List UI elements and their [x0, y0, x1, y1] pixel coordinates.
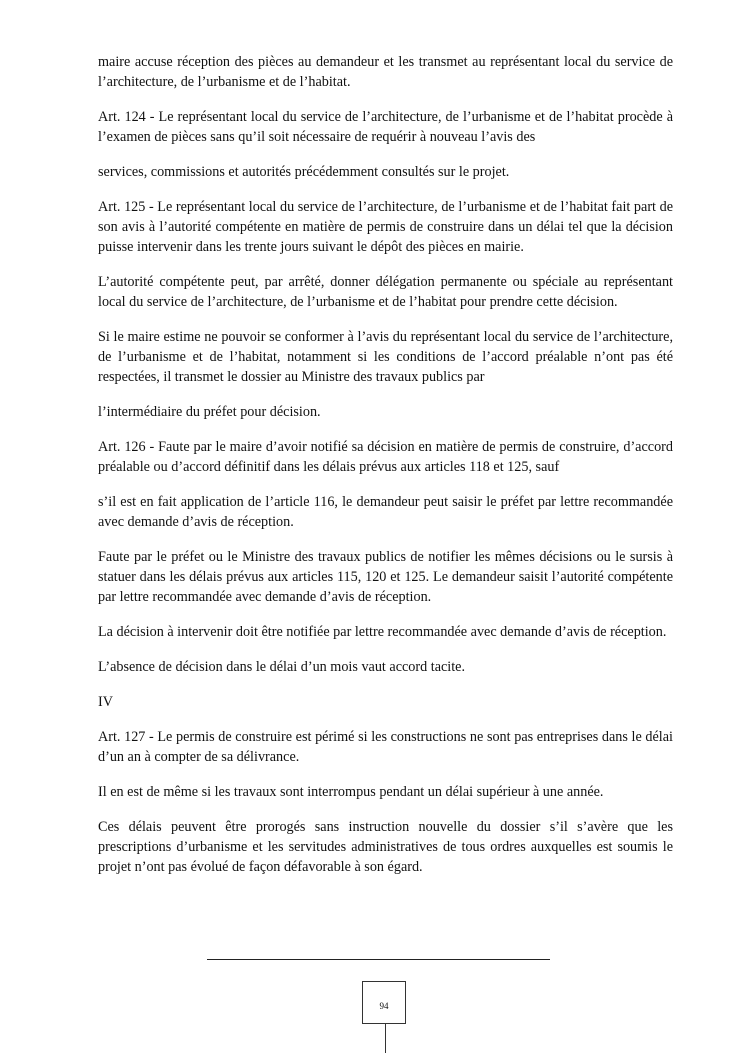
- paragraph-art-124: Art. 124 - Le représentant local du service de l’architecture, de l’urbanisme et de l’habitat procède à l’examen de pièces sans qu’il soit nécessaire de requérir à nouveau l’avis des: [98, 109, 673, 145]
- body-text: [98, 52, 673, 892]
- paragraph-3: services, commissions et autorités précédemment consultés sur le projet.: [98, 164, 510, 180]
- paragraph-5: L’autorité compétente peut, par arrêté, donner délégation permanente ou spéciale au représentant local du service de l’architecture, de l’urbanisme et de l’habitat pour prendre cette décision.: [98, 274, 673, 310]
- page-number: 94: [379, 1001, 389, 1011]
- paragraph-10: Faute par le préfet ou le Ministre des travaux publics de notifier les mêmes décisions ou le sursis à statuer dans les délais prévus aux articles 115, 120 et 125. Le demandeur saisit l’autorité compétente par lettre recommandée avec demande d’avis de réception.: [98, 549, 673, 605]
- paragraph-15: Il en est de même si les travaux sont interrompus pendant un délai supérieur à une année.: [98, 784, 604, 800]
- paragraph-7: l’intermédiaire du préfet pour décision.: [98, 404, 321, 420]
- paragraph-6: Si le maire estime ne pouvoir se conformer à l’avis du représentant local du service de l’architecture, de l’urbanisme et de l’habitat, notamment si les conditions de l’accord préalable n’ont pas été respectées, il transmet le dossier au Ministre des travaux publics par: [98, 329, 673, 385]
- paragraph-1: maire accuse réception des pièces au demandeur et les transmet au représentant local du service de l’architecture, de l’urbanisme et de l’habitat.: [98, 54, 673, 90]
- paragraph-11: La décision à intervenir doit être notifiée par lettre recommandée avec demande d’avis de réception.: [98, 624, 667, 640]
- paragraph-art-125: Art. 125 - Le représentant local du service de l’architecture, de l’urbanisme et de l’habitat fait part de son avis à l’autorité compétente en matière de permis de construire dans un délai tel que la décision puisse intervenir dans les trente jours suivant le dépôt des pièces en mairie.: [98, 199, 673, 255]
- page-number-box: [362, 981, 406, 1024]
- section-heading-iv: IV: [98, 694, 113, 710]
- page-number-tail-line: [385, 1024, 386, 1053]
- paragraph-9: s’il est en fait application de l’article 116, le demandeur peut saisir le préfet par lettre recommandée avec demande d’avis de réception.: [98, 494, 673, 530]
- footer-divider: [207, 959, 550, 960]
- paragraph-16: Ces délais peuvent être prorogés sans instruction nouvelle du dossier s’il s’avère que les prescriptions d’urbanisme et les servitudes administratives de tous ordres auxquelles est soumis le projet n’ont pas évolué de façon défavorable à son égard.: [98, 819, 673, 875]
- paragraph-art-126: Art. 126 - Faute par le maire d’avoir notifié sa décision en matière de permis de construire, d’accord préalable ou d’accord définitif dans les délais prévus aux articles 118 et 125, sauf: [98, 439, 673, 475]
- paragraph-12: L’absence de décision dans le délai d’un mois vaut accord tacite.: [98, 659, 466, 675]
- paragraph-art-127: Art. 127 - Le permis de construire est périmé si les constructions ne sont pas entreprises dans le délai d’un an à compter de sa délivrance.: [98, 729, 673, 765]
